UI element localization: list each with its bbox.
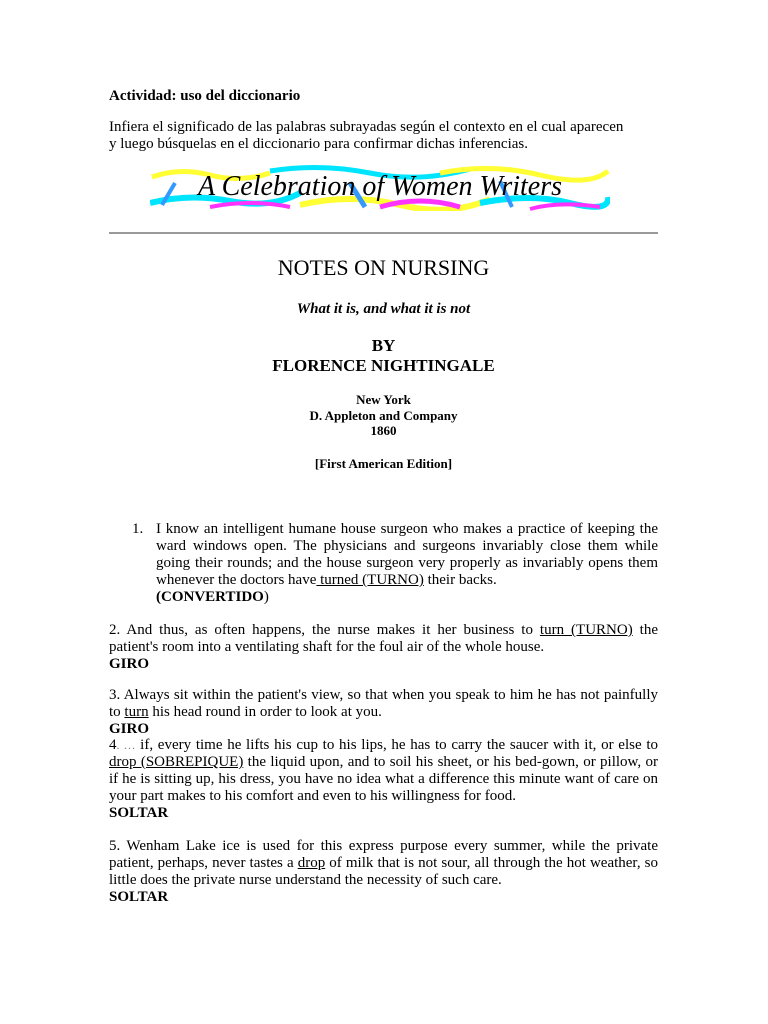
exercise-item-5 — [109, 838, 658, 906]
item-1-answer-close: ) — [263, 589, 269, 605]
item-5-underlined-word: drop — [297, 855, 326, 871]
item-3-underlined-word: turn — [124, 704, 149, 720]
exercise-item-4 — [109, 737, 658, 822]
author-name: FLORENCE NIGHTINGALE — [272, 356, 495, 375]
pub-city: New York — [356, 392, 411, 407]
exercise-item-1 — [109, 521, 658, 606]
item-1-answer: (CONVERTIDO — [156, 589, 264, 605]
item-3-text-a: 3. Always sit within the patient's view, so that when you speak to him he has not painfully to — [109, 687, 658, 720]
instructions-line-2: y luego búsquelas en el diccionario para confirmar dichas inferencias. — [109, 136, 528, 152]
edition-label: [First American Edition] — [314, 456, 453, 471]
item-5-text-a: 5. Wenham Lake ice is used for this express purpose every summer, while the private patient, perhaps, never tastes a — [109, 838, 658, 871]
exercise-item-2 — [109, 622, 658, 673]
item-4-ellipsis: . … — [116, 738, 136, 752]
item-2-text-b: the patient's room into a ventilating shaft for the foul air of the whole house. — [109, 622, 659, 655]
instructions-line-1: Infiera el significado de las palabras subrayadas según el contexto en el cual aparecen — [109, 119, 624, 135]
item-1-text-a: I know an intelligent humane house surgeon who makes a practice of keeping the ward windows open. The physicians and surgeons invariably close them while going their rounds; and the house surgeon very properly as invariably opens them whenever the doctors have — [156, 521, 658, 588]
instructions — [109, 119, 629, 153]
item-2-underlined-word: turn (TURNO) — [539, 622, 633, 638]
item-5-text-b: of milk that is not sour, all through the hot weather, so little does the private nurse understand the necessity of such care. — [109, 855, 658, 888]
item-4-text-a: if, every time he lifts his cup to his lips, he has to carry the saucer with it, or else to — [135, 737, 658, 753]
item-5-answer: SOLTAR — [109, 889, 169, 905]
item-1-text-b: their backs. — [423, 572, 497, 588]
pub-publisher: D. Appleton and Company — [309, 407, 458, 423]
item-4-text-b: the liquid upon, and to soil his sheet, or his bed-gown, or pillow, or if he is sitting up, his dress, you have no idea what a difference this minute want of care on your part makes to his comfort and even to his willingness for food. — [109, 754, 658, 804]
item-1-number: 1. — [132, 521, 144, 537]
book-subtitle: What it is, and what it is not — [296, 301, 471, 317]
celebration-banner-logo — [150, 163, 610, 211]
book-title: NOTES ON NURSING — [277, 255, 490, 280]
item-4-underlined-word: drop (SOBREPIQUE) — [109, 754, 244, 770]
item-3-text-b: his head round in order to look at you. — [148, 704, 382, 720]
horizontal-rule — [109, 232, 658, 234]
exercise-item-3 — [109, 687, 658, 738]
activity-title: Actividad: uso del diccionario — [109, 88, 301, 104]
item-1-underlined-word: turned (TURNO) — [316, 572, 424, 588]
pub-year: 1860 — [370, 423, 397, 438]
publication-info — [109, 392, 658, 439]
item-4-number: 4 — [109, 737, 117, 753]
item-3-answer: GIRO — [109, 721, 150, 737]
banner-text: A Celebration of Women Writers — [198, 171, 562, 202]
item-4-answer: SOLTAR — [109, 805, 169, 821]
by-label: BY — [371, 336, 396, 355]
item-2-answer: GIRO — [109, 656, 150, 672]
item-2-text-a: 2. And thus, as often happens, the nurse makes it her business to — [109, 622, 540, 638]
